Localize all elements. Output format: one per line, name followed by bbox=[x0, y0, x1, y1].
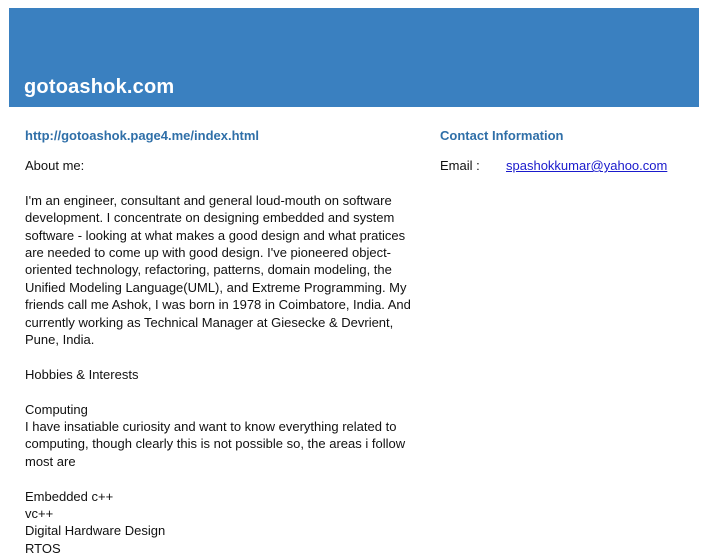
contact-email-row bbox=[440, 157, 700, 174]
site-title: gotoashok.com bbox=[24, 76, 175, 98]
email-label: Email : bbox=[440, 158, 480, 173]
list-item: vc++ bbox=[25, 506, 54, 522]
hobbies-heading: Hobbies & Interests bbox=[25, 366, 139, 382]
email-link[interactable]: spashokkumar@yahoo.com bbox=[506, 158, 668, 173]
about-label: About me: bbox=[25, 158, 85, 173]
list-item: Digital Hardware Design bbox=[25, 523, 166, 539]
computing-paragraph: I have insatiable curiosity and want to know everything related to computing, though clearly this is not possible so, the areas i follow most are bbox=[25, 419, 406, 469]
site-url-link[interactable]: http://gotoashok.page4.me/index.html bbox=[25, 128, 260, 143]
contact-title: Contact Information bbox=[440, 128, 564, 143]
main-content bbox=[25, 127, 420, 557]
about-paragraph: I'm an engineer, consultant and general loud-mouth on software development. I concentrate on designing embedded and system software - looking at what makes a good design and what pratices are needed to come up with good design. I've pioneered object-oriented technology, refactoring, patterns, domain modeling, the Unified Modeling Language(UML), and Extreme Programming. My friends call me Ashok, I was born in 1978 in Coimbatore, India. And currently working as Technical Manager at Giesecke & Devrient, Pune, India. bbox=[25, 192, 411, 348]
list-item: RTOS bbox=[25, 540, 61, 556]
site-header bbox=[9, 8, 699, 107]
sidebar bbox=[440, 127, 700, 174]
list-item: Embedded c++ bbox=[25, 488, 114, 504]
computing-heading: Computing bbox=[25, 401, 88, 417]
interests-list bbox=[25, 488, 420, 557]
